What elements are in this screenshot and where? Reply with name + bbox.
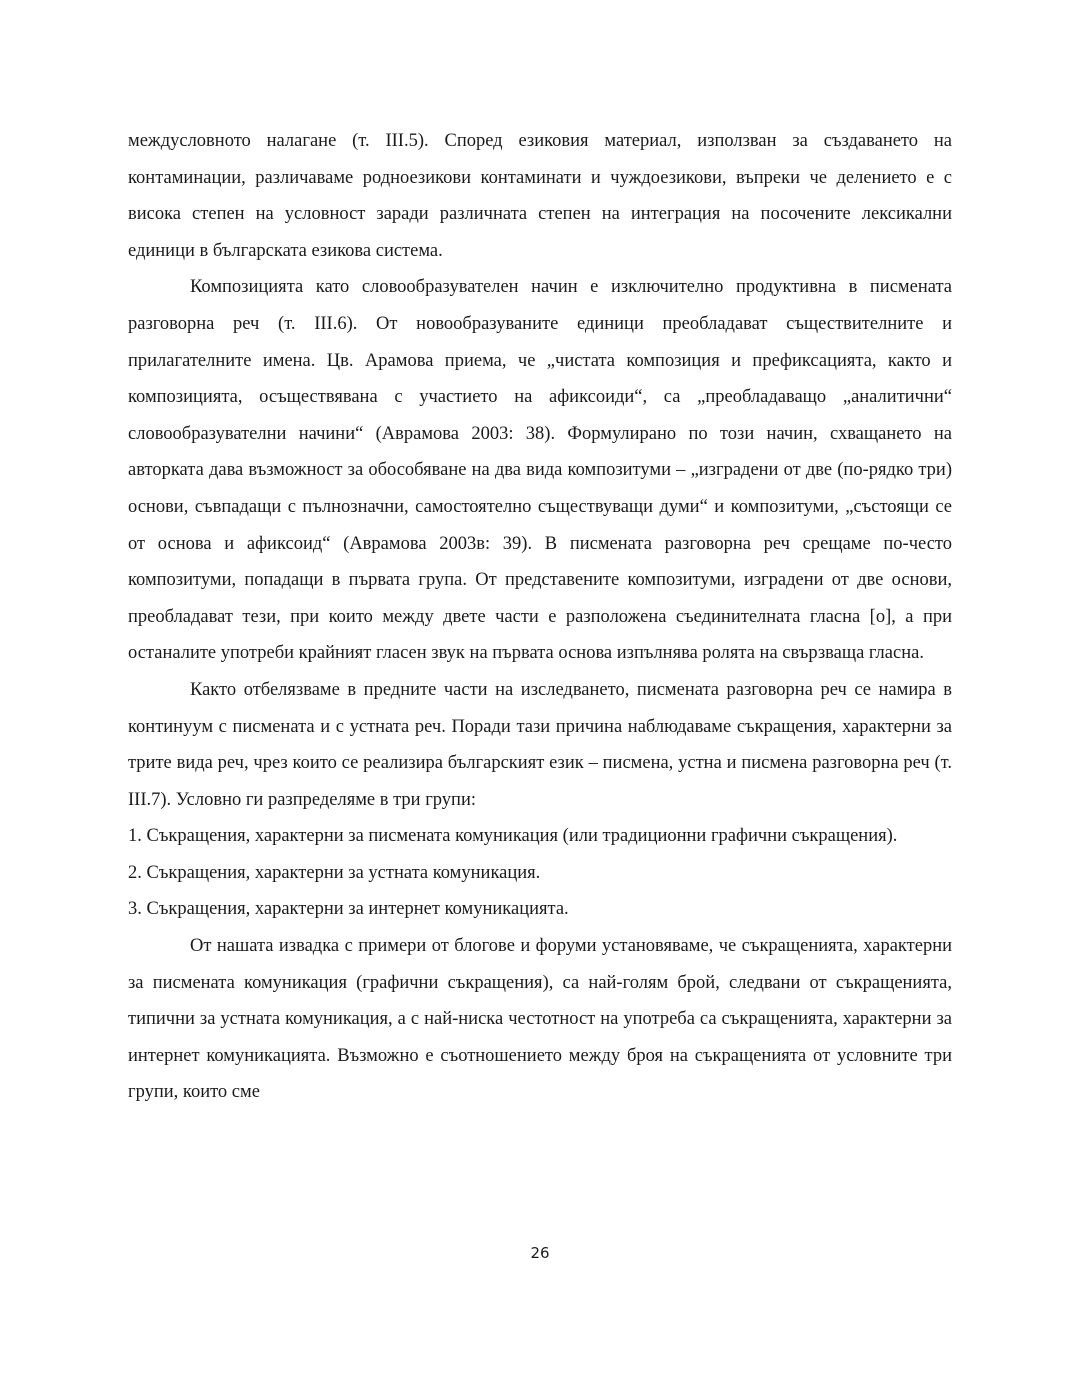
list-item-abbreviations-written: 1. Съкращения, характерни за писмената комуникация (или традиционни графични съкращения). [128, 826, 898, 847]
paragraph-sample-findings: От нашата извадка с примери от блогове и форуми установяваме, че съкращенията, характерни за писмената комуникация (графични съкращения), са най-голям брой, следвани от съкращенията, типични за устната комуникация, а с най-ниска честотност на употреба са съкращенията, характерни за интернет комуникацията. Възможно е съотношението между броя на съкращенията от условните три групи, които сме [128, 936, 952, 1103]
page-number: 26 [530, 1244, 550, 1262]
list-item-abbreviations-oral: 2. Съкращения, характерни за устната комуникация. [128, 862, 541, 883]
paragraph-contamination-continued: междусловното налагане (т. III.5). Според езиковия материал, използван за създаването на контаминации, различаваме родноезикови контаминати и чуждоезикови, въпреки че делението е с висока степен на условност заради различната степен на интеграция на посочените лексикални единици в българската езикова система. [128, 131, 952, 261]
page-body [128, 123, 952, 1111]
paragraph-abbreviations-intro: Както отбелязваме в предните части на изследването, писмената разговорна реч се намира в континуум с писмената и с устната реч. Поради тази причина наблюдаваме съкращения, характерни за трите вида реч, чрез които се реализира българският език – писмена, устна и писмена разговорна реч (т. III.7). Условно ги разпределяме в три групи: [128, 679, 952, 810]
list-item-abbreviations-internet: 3. Съкращения, характерни за интернет комуникацията. [128, 899, 569, 920]
paragraph-composition: Композицията като словообразувателен начин е изключително продуктивна в писмената разговорна реч (т. III.6). От новообразуваните единици преобладават съществителните и прилагателните имена. Цв. Арамова приема, че „чистата композиция и префиксацията, както и композицията, осъществявана с участието на афиксоиди“, са „преобладаващо „аналитични“ словообразувателни начини“ (Аврамова 2003: 38). Формулирано по този начин, схващането на авторката дава възможност за обособяване на два вида композитуми – „изградени от две (по-рядко три) основи, съвпадащи с пълнозначни, самостоятелно съществуващи думи“ и композитуми, „състоящи се от основа и афиксоид“ (Аврамова 2003в: 39). В писмената разговорна реч срещаме по-често композитуми, попадащи в първата група. От представените композитуми, изградени от две основи, преобладават тези, при които между двете части е разположена съединителната гласна [о], а при останалите употреби крайният гласен звук на първата основа изпълнява ролята на свързваща гласна. [128, 277, 952, 664]
